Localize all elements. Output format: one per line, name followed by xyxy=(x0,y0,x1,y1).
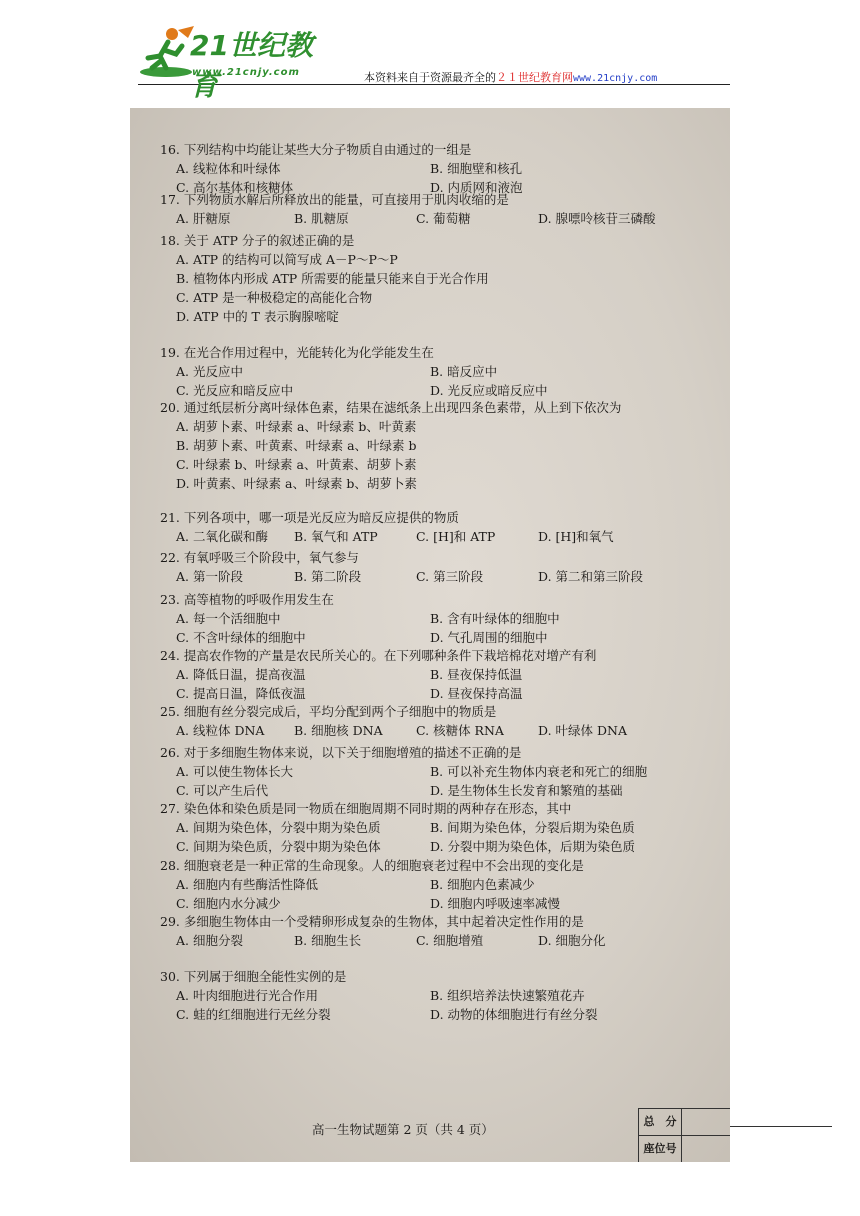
answer-option: C. 第三阶段 xyxy=(416,569,484,584)
question-stem: 27. 染色体和染色质是同一物质在细胞周期不同时期的两种存在形态，其中 xyxy=(160,801,572,816)
answer-option: A. 光反应中 xyxy=(176,364,243,379)
answer-option: C. [H]和 ATP xyxy=(416,529,496,544)
score-rule-line xyxy=(730,1126,832,1127)
answer-option: A. ATP 的结构可以简写成 A－P～P～P xyxy=(176,252,398,267)
answer-option: D. 是生物体生长发育和繁殖的基础 xyxy=(430,783,623,798)
answer-option: B. 肌糖原 xyxy=(294,211,349,226)
answer-option: B. 植物体内形成 ATP 所需要的能量只能来自于光合作用 xyxy=(176,271,489,286)
answer-option: D. 内质网和液泡 xyxy=(430,180,523,195)
answer-option: B. 暗反应中 xyxy=(430,364,498,379)
answer-option: B. 细胞核 DNA xyxy=(294,723,383,738)
answer-option: A. 线粒体 DNA xyxy=(176,723,265,738)
question-stem: 18. 关于 ATP 分子的叙述正确的是 xyxy=(160,233,355,248)
header-tagline xyxy=(364,69,657,85)
answer-option: D. 细胞内呼吸速率减慢 xyxy=(430,896,561,911)
question-stem: 26. 对于多细胞生物体来说，以下关于细胞增殖的描述不正确的是 xyxy=(160,745,522,760)
score-label-seat: 座位号 xyxy=(639,1136,682,1162)
tagline-brand-link[interactable]: ２１世纪教育网 xyxy=(496,71,573,84)
question-stem: 28. 细胞衰老是一种正常的生命现象。人的细胞衰老过程中不会出现的变化是 xyxy=(160,858,584,873)
logo-url: www.21cnjy.com xyxy=(192,67,300,78)
question-stem: 20. 通过纸层析分离叶绿体色素，结果在滤纸条上出现四条色素带，从上到下依次为 xyxy=(160,400,622,415)
answer-option: A. 细胞内有些酶活性降低 xyxy=(176,877,318,892)
answer-option: B. 可以补充生物体内衰老和死亡的细胞 xyxy=(430,764,648,779)
answer-option: A. 降低日温，提高夜温 xyxy=(176,667,306,682)
answer-option: B. 含有叶绿体的细胞中 xyxy=(430,611,560,626)
answer-option: C. 提高日温，降低夜温 xyxy=(176,686,306,701)
bleed-through-text xyxy=(550,228,561,244)
answer-option: B. 组织培养法快速繁殖花卉 xyxy=(430,988,585,1003)
site-logo[interactable] xyxy=(138,24,338,102)
page-footer: 高一生物试题第 2 页（共 4 页） xyxy=(312,1122,494,1137)
score-row-seat xyxy=(639,1136,730,1162)
page-header xyxy=(138,20,730,102)
answer-option: C. 可以产生后代 xyxy=(176,783,269,798)
answer-option: C. 不含叶绿体的细胞中 xyxy=(176,630,306,645)
answer-option: C. 间期为染色质，分裂中期为染色体 xyxy=(176,839,381,854)
answer-option: B. 氧气和 ATP xyxy=(294,529,378,544)
answer-option: B. 昼夜保持低温 xyxy=(430,667,523,682)
answer-option: A. 肝糖原 xyxy=(176,211,231,226)
answer-option: A. 第一阶段 xyxy=(176,569,243,584)
tagline-url-link[interactable]: www.21cnjy.com xyxy=(573,73,658,84)
answer-option: D. 动物的体细胞进行有丝分裂 xyxy=(430,1007,598,1022)
runner-logo-icon xyxy=(138,24,198,82)
logo-text: 21世纪教育 xyxy=(190,29,313,102)
answer-option: A. 间期为染色体，分裂中期为染色质 xyxy=(176,820,381,835)
answer-option: B. 胡萝卜素、叶黄素、叶绿素 a、叶绿素 b xyxy=(176,438,417,453)
answer-option: A. 二氧化碳和酶 xyxy=(176,529,268,544)
answer-option: D. 叶黄素、叶绿素 a、叶绿素 b、胡萝卜素 xyxy=(176,476,417,491)
answer-option: C. 光反应和暗反应中 xyxy=(176,383,294,398)
question-stem: 25. 细胞有丝分裂完成后，平均分配到两个子细胞中的物质是 xyxy=(160,704,497,719)
answer-option: C. 细胞内水分减少 xyxy=(176,896,281,911)
answer-option: B. 间期为染色体，分裂后期为染色质 xyxy=(430,820,635,835)
score-label-total: 总 分 xyxy=(639,1109,682,1135)
question-stem: 21. 下列各项中，哪一项是光反应为暗反应提供的物质 xyxy=(160,510,459,525)
answer-option: A. 叶肉细胞进行光合作用 xyxy=(176,988,318,1003)
answer-option: D. 叶绿体 DNA xyxy=(538,723,627,738)
answer-option: D. 昼夜保持高温 xyxy=(430,686,523,701)
answer-option: C. 高尔基体和核糖体 xyxy=(176,180,294,195)
scanned-exam-page xyxy=(130,108,730,1162)
question-stem: 23. 高等植物的呼吸作用发生在 xyxy=(160,592,334,607)
answer-option: D. 光反应或暗反应中 xyxy=(430,383,548,398)
answer-option: B. 细胞生长 xyxy=(294,933,362,948)
answer-option: B. 细胞内色素减少 xyxy=(430,877,535,892)
question-stem: 24. 提高农作物的产量是农民所关心的。在下列哪种条件下栽培棉花对增产有利 xyxy=(160,648,597,663)
answer-option: D. 细胞分化 xyxy=(538,933,606,948)
answer-option: A. 细胞分裂 xyxy=(176,933,243,948)
answer-option: A. 胡萝卜素、叶绿素 a、叶绿素 b、叶黄素 xyxy=(176,419,417,434)
answer-option: C. 细胞增殖 xyxy=(416,933,484,948)
question-stem: 22. 有氧呼吸三个阶段中，氧气参与 xyxy=(160,550,359,565)
question-stem: 29. 多细胞生物体由一个受精卵形成复杂的生物体，其中起着决定性作用的是 xyxy=(160,914,584,929)
answer-option: D. 第二和第三阶段 xyxy=(538,569,644,584)
answer-option: C. 蛙的红细胞进行无丝分裂 xyxy=(176,1007,331,1022)
question-stem: 16. 下列结构中均能让某些大分子物质自由通过的一组是 xyxy=(160,142,472,157)
answer-option: B. 第二阶段 xyxy=(294,569,362,584)
score-box xyxy=(638,1108,730,1162)
answer-option: A. 线粒体和叶绿体 xyxy=(176,161,281,176)
answer-option: D. ATP 中的 T 表示胸腺嘧啶 xyxy=(176,309,339,324)
answer-option: C. 葡萄糖 xyxy=(416,211,471,226)
answer-option: D. 腺嘌呤核苷三磷酸 xyxy=(538,211,656,226)
question-stem: 17. 下列物质水解后所释放出的能量，可直接用于肌肉收缩的是 xyxy=(160,192,509,207)
answer-option: A. 可以使生物体长大 xyxy=(176,764,293,779)
score-row-total xyxy=(639,1109,730,1136)
answer-option: C. 叶绿素 b、叶绿素 a、叶黄素、胡萝卜素 xyxy=(176,457,417,472)
answer-option: B. 细胞壁和核孔 xyxy=(430,161,523,176)
answer-option: A. 每一个活细胞中 xyxy=(176,611,281,626)
answer-option: C. 核糖体 RNA xyxy=(416,723,504,738)
question-stem: 30. 下列属于细胞全能性实例的是 xyxy=(160,969,347,984)
answer-option: D. 分裂中期为染色体，后期为染色质 xyxy=(430,839,636,854)
tagline-prefix: 本资料来自于资源最齐全的 xyxy=(364,71,496,84)
answer-option: D. [H]和氧气 xyxy=(538,529,614,544)
answer-option: D. 气孔周围的细胞中 xyxy=(430,630,548,645)
answer-option: C. ATP 是一种极稳定的高能化合物 xyxy=(176,290,373,305)
question-stem: 19. 在光合作用过程中，光能转化为化学能发生在 xyxy=(160,345,434,360)
